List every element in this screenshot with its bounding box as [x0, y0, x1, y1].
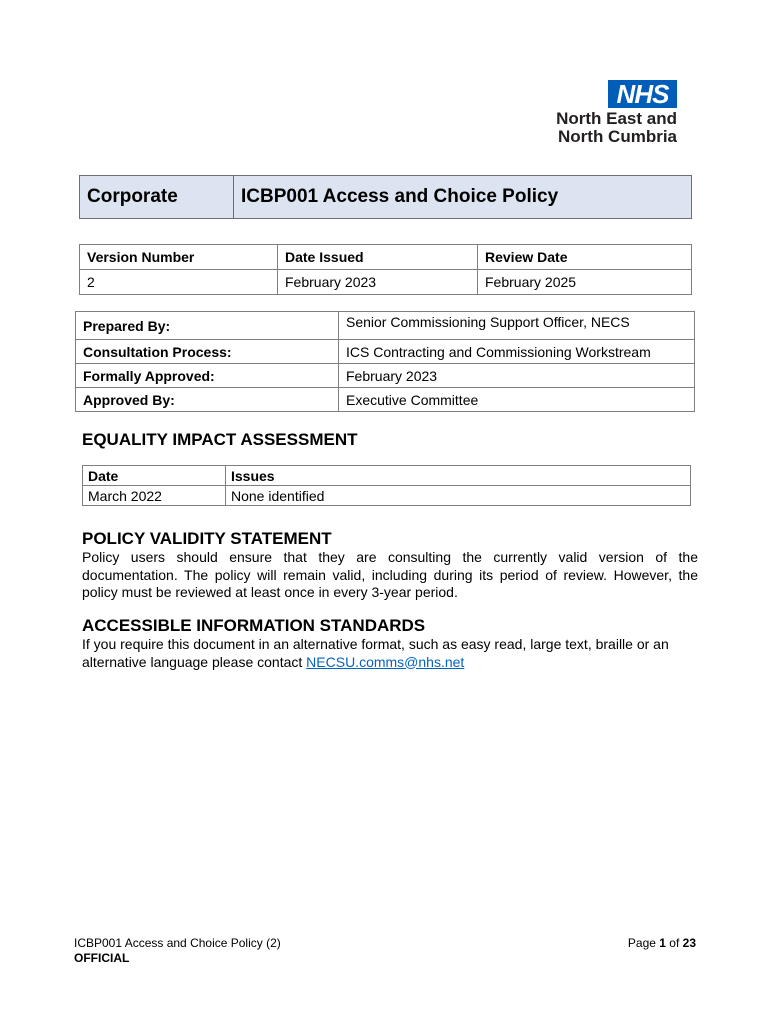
policy-title-cell: ICBP001 Access and Choice Policy	[234, 176, 692, 219]
approval-table	[75, 311, 695, 412]
page-prefix: Page	[627, 936, 660, 950]
validity-text: Policy users should ensure that they are consulting the currently valid version of the documentation. The policy will remain valid, including during its period of review. However, the policy must be reviewed at least once in every 3-year period.	[82, 549, 698, 600]
equality-heading: EQUALITY IMPACT ASSESSMENT	[82, 430, 358, 449]
equality-table	[82, 465, 691, 506]
date-issued-value: February 2023	[278, 270, 478, 295]
formally-approved-label: Formally Approved:	[76, 364, 339, 388]
accessible-heading: ACCESSIBLE INFORMATION STANDARDS	[82, 616, 426, 635]
validity-heading: POLICY VALIDITY STATEMENT	[82, 529, 332, 548]
contact-email-link[interactable]: NECSU.comms@nhs.net	[306, 653, 465, 670]
eq-issues-value: None identified	[226, 486, 691, 506]
accessible-text: If you require this document in an alternative format, such as easy read, large text, braille or an alternative language please contact	[82, 636, 669, 670]
version-table	[79, 244, 692, 295]
consultation-label: Consultation Process:	[76, 340, 339, 364]
date-issued-header: Date Issued	[278, 245, 478, 270]
consultation-value: ICS Contracting and Commissioning Workstream	[339, 340, 695, 364]
review-date-header: Review Date	[478, 245, 692, 270]
accessible-paragraph	[82, 636, 698, 671]
footer-classification: OFFICIAL	[74, 951, 130, 965]
approved-by-label: Approved By:	[76, 388, 339, 412]
page-current: 1	[659, 936, 666, 950]
eq-date-header: Date	[83, 466, 226, 486]
footer-doc-name: ICBP001 Access and Choice Policy (2)	[74, 936, 281, 950]
page-total: 23	[682, 936, 696, 950]
page-of: of	[665, 936, 683, 950]
footer-left	[74, 936, 281, 966]
org-name-line2: North Cumbria	[558, 127, 677, 146]
org-name-line1: North East and	[556, 109, 677, 128]
approved-by-value: Executive Committee	[339, 388, 695, 412]
eq-issues-header: Issues	[226, 466, 691, 486]
formally-approved-value: February 2023	[339, 364, 695, 388]
review-date-value: February 2025	[478, 270, 692, 295]
prepared-by-value: Senior Commissioning Support Officer, NECS	[339, 312, 695, 340]
organisation-name	[470, 110, 677, 146]
nhs-logo: NHS	[608, 80, 677, 108]
category-cell: Corporate	[80, 176, 234, 219]
prepared-by-label: Prepared By:	[76, 312, 339, 340]
version-header: Version Number	[80, 245, 278, 270]
eq-date-value: March 2022	[83, 486, 226, 506]
page-number	[628, 936, 696, 951]
title-table	[79, 175, 692, 219]
version-value: 2	[80, 270, 278, 295]
